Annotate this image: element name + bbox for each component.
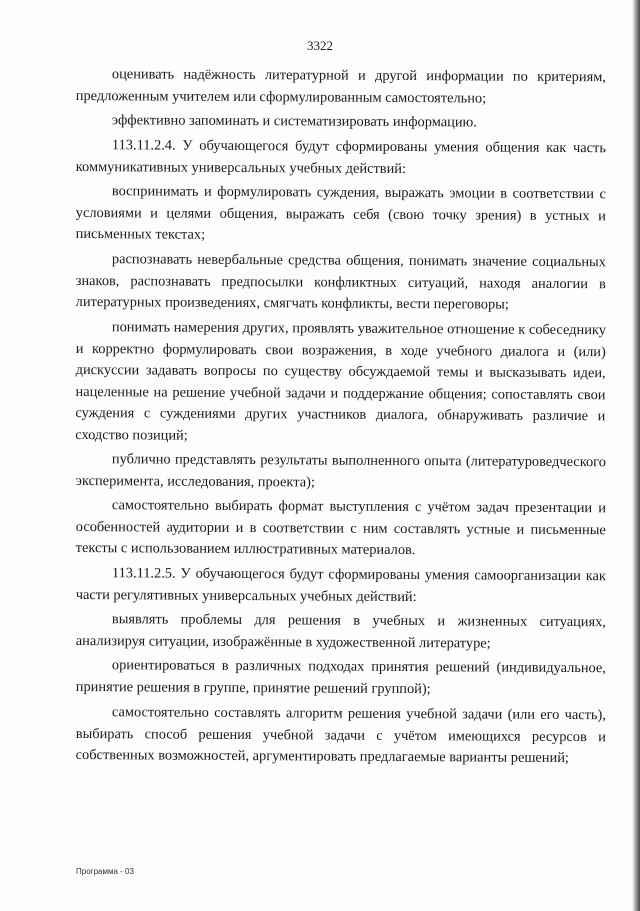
page-number: 3322 bbox=[307, 38, 333, 53]
paragraph: эффективно запоминать и систематизировать информацию. bbox=[111, 112, 477, 131]
paragraph: оценивать надёжность литературной и другой информации по критериям, предложенным учителем или сформулированным самостоятельно; bbox=[75, 66, 606, 107]
paragraph: самостоятельно выбирать формат выступления с учётом задач презентации и особенностей аудитории и в соответствии с ним составлять устные и письменные тексты с использованием иллюстративных материалов. bbox=[75, 497, 606, 559]
paragraph: понимать намерения других, проявлять уважительное отношение к собеседнику и корректно формулировать свои возражения, в ходе учебного диалога и (или) дискуссии задавать вопросы по существу обсуждаемой темы и высказывать идеи, нацеленные на решение учебной задачи и поддержание общения; сопоставлять свои суждения с суждениями других участников диалога, обнаруживать различие и сходство позиций; bbox=[75, 318, 606, 444]
paragraph: ориентироваться в различных подходах принятия решений (индивидуальное, принятие решения в группе, принятие решений группой); bbox=[75, 657, 606, 698]
document-body bbox=[76, 64, 606, 769]
scan-edge-shadow bbox=[632, 0, 640, 911]
footer-label: Программа - 03 bbox=[76, 867, 134, 876]
section-heading-paragraph: 113.11.2.5. У обучающегося будут сформированы умения самоорганизации как части регулятивных универсальных учебных действий: bbox=[75, 565, 606, 605]
paragraph: воспринимать и формулировать суждения, выражать эмоции в соответствии с условиями и целями общения, выражать себя (свою точку зрения) в устных и письменных текстах; bbox=[75, 183, 606, 243]
paragraph: публично представлять результаты выполненного опыта (литературоведческого эксперимента, исследования, проекта); bbox=[75, 451, 606, 491]
paragraph: самостоятельно составлять алгоритм решения учебной задачи (или его часть), выбирать способ решения учебной задачи с учётом имеющихся ресурсов и собственных возможностей, аргументировать предлагаемые варианты решений; bbox=[75, 703, 606, 766]
paragraph: выявлять проблемы для решения в учебных и жизненных ситуациях, анализируя ситуации, изображённые в художественной литературе; bbox=[75, 611, 606, 652]
paragraph: распознавать невербальные средства общения, понимать значение социальных знаков, распознавать предпосылки конфликтных ситуаций, находя аналогии в литературных произведениях, смягчать конфликты, вести переговоры; bbox=[75, 250, 606, 313]
section-heading-paragraph: 113.11.2.4. У обучающегося будут сформированы умения общения как часть коммуникативных универсальных учебных действий: bbox=[75, 137, 606, 177]
